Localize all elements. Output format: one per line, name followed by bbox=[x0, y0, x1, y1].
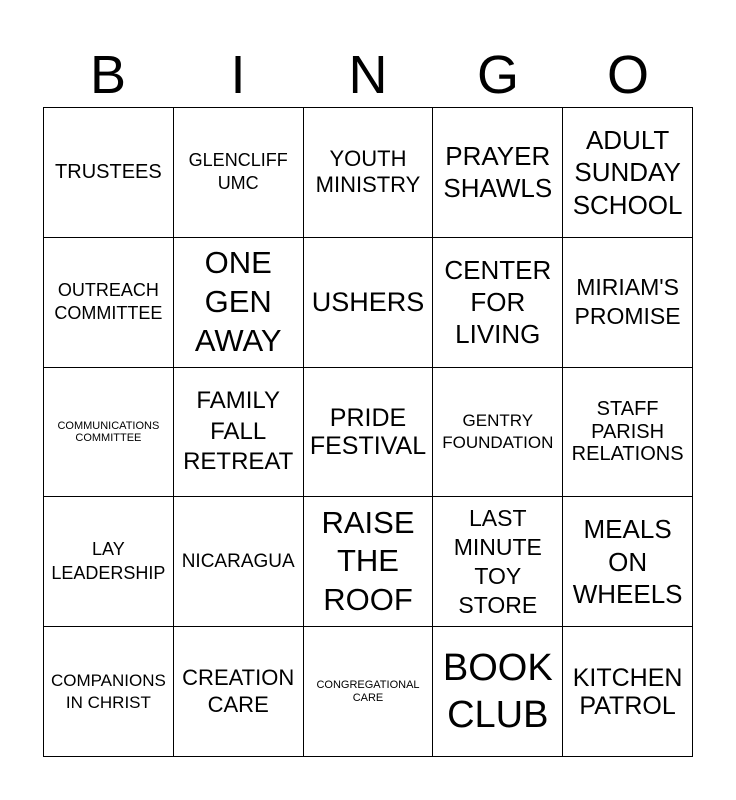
bingo-cell[interactable]: USHERS bbox=[304, 238, 434, 368]
header-letter-g: G bbox=[476, 45, 519, 105]
bingo-cell[interactable]: LAY LEADERSHIP bbox=[44, 497, 174, 627]
bingo-cell[interactable]: RAISE THE ROOF bbox=[304, 497, 434, 627]
bingo-cell[interactable]: MEALS ON WHEELS bbox=[563, 497, 693, 627]
bingo-cell[interactable]: MIRIAM'S PROMISE bbox=[563, 238, 693, 368]
bingo-cell[interactable]: CENTER FOR LIVING bbox=[433, 238, 563, 368]
bingo-cell[interactable]: GENTRY FOUNDATION bbox=[433, 368, 563, 498]
bingo-cell[interactable]: YOUTH MINISTRY bbox=[304, 108, 434, 238]
bingo-cell[interactable]: COMPANIONS IN CHRIST bbox=[44, 627, 174, 757]
header-letter-i: I bbox=[230, 45, 246, 105]
header-letter-b: B bbox=[89, 45, 127, 105]
bingo-cell[interactable]: GLENCLIFF UMC bbox=[174, 108, 304, 238]
bingo-cell[interactable]: TRUSTEES bbox=[44, 108, 174, 238]
bingo-cell[interactable]: STAFF PARISH RELATIONS bbox=[563, 368, 693, 498]
bingo-cell[interactable]: LAST MINUTE TOY STORE bbox=[433, 497, 563, 627]
header-letter-o: O bbox=[606, 45, 649, 105]
bingo-cell[interactable]: CONGREGATIONAL CARE bbox=[304, 627, 434, 757]
bingo-cell[interactable]: FAMILY FALL RETREAT bbox=[174, 368, 304, 498]
bingo-cell[interactable]: CREATION CARE bbox=[174, 627, 304, 757]
bingo-cell[interactable]: ONE GEN AWAY bbox=[174, 238, 304, 368]
bingo-cell[interactable]: COMMUNICATIONS COMMITTEE bbox=[44, 368, 174, 498]
bingo-cell[interactable]: NICARAGUA bbox=[174, 497, 304, 627]
bingo-cell[interactable]: BOOK CLUB bbox=[433, 627, 563, 757]
bingo-card bbox=[43, 107, 693, 757]
bingo-cell[interactable]: PRIDE FESTIVAL bbox=[304, 368, 434, 498]
header-letter-n: N bbox=[348, 45, 388, 105]
bingo-cell[interactable]: OUTREACH COMMITTEE bbox=[44, 238, 174, 368]
bingo-cell[interactable]: ADULT SUNDAY SCHOOL bbox=[563, 108, 693, 238]
bingo-header bbox=[43, 44, 693, 106]
bingo-cell[interactable]: KITCHEN PATROL bbox=[563, 627, 693, 757]
bingo-cell[interactable]: PRAYER SHAWLS bbox=[433, 108, 563, 238]
